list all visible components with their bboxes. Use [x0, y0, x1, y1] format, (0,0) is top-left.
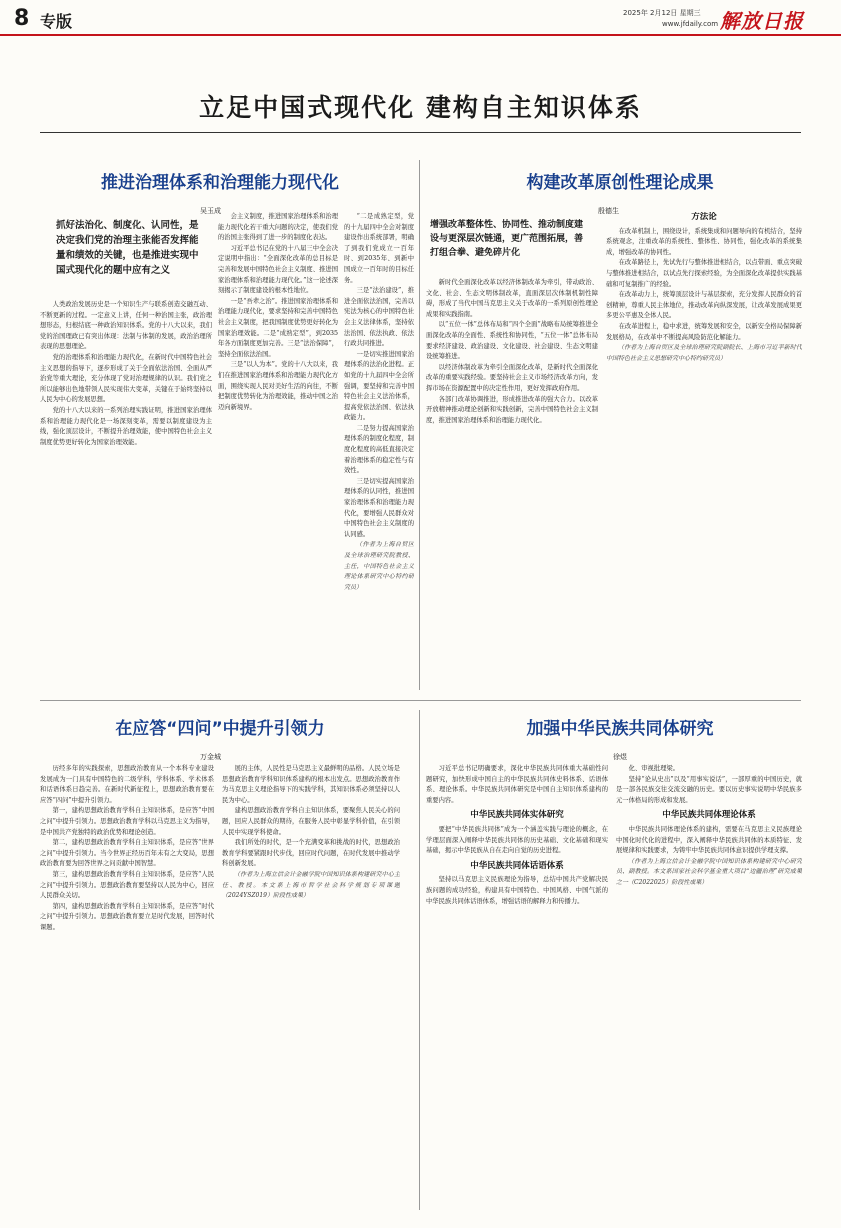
paragraph: 坚持“论从史出”以及“用事实说话”，一部厚重的中国历史，就是一部各民族交往交流交融的历史。要以历史事实说明中华民族多元一体格局的形成和发展。 — [616, 775, 802, 804]
article-4-column-2 — [616, 764, 802, 1210]
author-note: （作者为上海自贸区及全球治理研究院副院长、上海市习近平新时代中国特色社会主义思想研究中心特约研究员） — [606, 344, 802, 362]
paragraph: 建构思想政治教育学科自主知识体系，要聚焦人民关心的问题，回应人民群众的期待，在服务人民中彰显学科价值，在引领人民中实现学科使命。 — [222, 807, 400, 836]
paragraph: 三是“以人为本”。党的十八大以来，我们在推进国家治理体系和治理能力现代化方面，围绕实现人民对美好生活的向往，不断把制度优势转化为治理效能，推动中国之治迈向新境界。 — [218, 361, 338, 411]
paragraph: 三是“法治建设”，推进全面依法治国，完善以宪法为核心的中国特色社会主义法律体系，坚持依法治国、依法执政、依法行政共同推进。 — [344, 287, 414, 348]
paragraph: 历经多年的实践探索，思想政治教育从一个本科专业建设发展成为一门具有中国特色的二级学科，学科体系、学术体系和话语体系日趋完善。在新时代新征程上，思想政治教育要在应答“四问”中提升引领力。 — [40, 765, 214, 804]
article-2-title: 构建改革原创性理论成果 — [526, 173, 714, 193]
paragraph: 在改革进程上，稳中求进，统筹发展和安全，以新安全格局保障新发展格局，在改革中不断提高风险防范化解能力。 — [606, 322, 802, 341]
article-4-column-1 — [426, 764, 608, 1210]
paragraph: 习近平总书记明确要求，深化中华民族共同体重大基础性问题研究，加快形成中国自主的中华民族共同体史料体系、话语体系、理论体系。中华民族共同体研究是中国自主知识体系建构的重要内容。 — [426, 765, 608, 804]
headline-divider — [40, 132, 801, 133]
section-divider — [40, 700, 801, 701]
article-3-column-2 — [222, 764, 400, 1210]
paragraph: 化、审视批理梁。 — [628, 765, 679, 772]
article-1-column-3 — [344, 212, 414, 690]
paragraph: 第一，建构思想政治教育学科自主知识体系，是应答“中国之问”中提升引领力。思想政治教育学科以马克思主义为指导，是中国共产党独特的政治优势和理论创造。 — [40, 807, 214, 836]
paragraph: 一是切实推进国家治理体系的法治化进程。正如党的十九届四中全会所强调，要坚持和完善中国特色社会主义法治体系，提高党依法治国、依法执政能力。 — [344, 350, 414, 422]
paragraph: 人类政治发展历史是一个知识生产与联系创造交融互动、不断更新的过程。一定意义上讲，任何一种治国主张，政治理想形态，归根结底一种政治知识体系。党的十八大以来，我们党的治国理政已有突出体现：法制与体制的发展，政治治理所表现的思想理论。 — [40, 301, 212, 351]
masthead — [0, 0, 841, 36]
page-headline: 立足中国式现代化 建构自主知识体系 — [199, 93, 642, 122]
article-1-column-1 — [40, 300, 212, 690]
author-note: （作者为上海自贸区及全球治理研究院教授、主任，中国特色社会主义理论体系研究中心特约研究员） — [344, 541, 414, 591]
paragraph: 三是切实提高国家治理体系的认同性，推进国家治理体系和治理能力现代化，要增强人民群众对中国特色社会主义制度的认同感。 — [344, 477, 414, 538]
site-url[interactable]: www.jfdaily.com — [662, 20, 719, 28]
article-2-author: 殷德生 — [598, 207, 619, 215]
article-3-author: 万金城 — [200, 753, 221, 761]
paragraph: 坚持以马克思主义民族理论为指导，总结中国共产党解决民族问题的成功经验，构建具有中国特色、中国风格、中国气派的中华民族共同体话语体系，增强话语的解释力和传播力。 — [426, 876, 608, 905]
paragraph: 在改革动力上，统筹顶层设计与基层探索，充分发挥人民群众的首创精神，尊重人民主体地位，推动改革向纵深发展，让改革发展成果更多更公平惠及全体人民。 — [606, 291, 802, 320]
article-2-column-1 — [426, 278, 598, 690]
paragraph: 以经济体制改革为牵引全面深化改革，是新时代全面深化改革的重要实践经验。要坚持社会主义市场经济改革方向，发挥市场在资源配置中的决定性作用，更好发挥政府作用。 — [426, 363, 598, 392]
paragraph: 我们所处的时代，是一个充满变革和挑战的时代，思想政治教育学科要紧跟时代步伐，回应时代问题，在时代发展中推动学科创新发展。 — [222, 839, 400, 868]
paragraph: 在改革机制上，围绕设计，系统集成和问题导向的有机结合，坚持系统观念，注重改革的系统性、整体性、协同性，强化改革的系统集成，增强改革的协同性。 — [606, 227, 802, 256]
paragraph: 各部门改革协调推进，形成推进改革的强大合力。以改革开放精神推动理论创新和实践创新，完善中国特色社会主义制度，推进国家治理体系和治理能力现代化。 — [426, 395, 598, 424]
paragraph: 中华民族共同体理论体系的建构，需要在马克思主义民族理论中国化时代化的进程中，深入阐释中华民族共同体的本质特征、发展规律和实践要求，为铸牢中华民族共同体意识提供学理支撑。 — [616, 825, 802, 855]
paragraph: 党的十八大以来的一系列治理实践证明，推进国家治理体系和治理能力现代化是一场深刻变革，需要以制度建设为主线，强化顶层设计，不断提升治理效能，使中国特色社会主义制度优势更好转化为国家治理效能。 — [40, 406, 212, 446]
paragraph: 第三，建构思想政治教育学科自主知识体系，是应答“人民之问”中提升引领力。思想政治教育要坚持以人民为中心，回应人民群众关切。 — [40, 870, 214, 900]
section-subhead: 中华民族共同体话语体系 — [470, 860, 564, 871]
section-subhead: 中华民族共同体理论体系 — [662, 810, 756, 821]
paragraph: 会主义制度，推进国家治理体系和治理能力现代化若干重大问题的决定，使我们党的治国主张得到了进一步的制度化表达。 — [218, 213, 338, 242]
column-divider — [419, 160, 420, 690]
paragraph: 以“五位一体”总体布局和“四个全面”战略布局统筹推进全面深化改革的全面性、系统性和协同性，“五位一体”总体布局要求经济建设、政治建设、文化建设、社会建设、生态文明建设统筹推进。 — [426, 321, 598, 361]
article-2-lead: 增强改革整体性、协同性、推动制度建设与更深层次链通，更广范围拓展，善打组合拳、避免碎片化 — [430, 220, 584, 258]
paragraph: 二是努力提高国家治理体系的制度化程度，制度化程度的高低直接决定着治理体系的稳定性与有效性。 — [344, 424, 414, 475]
article-1-column-2 — [218, 212, 338, 690]
article-1-lead: 抓好法治化、制度化、认同性，是决定我们党的治理主张能否发挥能量和绩效的关键，也是推进实现中国式现代化的题中应有之义 — [56, 220, 199, 276]
article-3-title: 在应答“四问”中提升引领力 — [115, 719, 325, 739]
paragraph: 要把“中华民族共同体”成为一个涵盖实践与理论的概念，在学理层面深入阐释中华民族共同体的历史基础、文化基础和现实基础，揭示中华民族从自在走向自觉的历史进程。 — [426, 825, 608, 855]
page-label: 专版 — [40, 12, 73, 31]
paragraph: 一是“吾辈之治”。推进国家治理体系和治理能力现代化，要求坚持和完善中国特色社会主义制度，把我国制度优势更好转化为国家治理效能。二是“成熟定型”，到2035年各方面制度更加完善。三是“法治保障”，坚持全面依法治国。 — [218, 297, 338, 358]
page-number: 8 — [14, 6, 30, 31]
paragraph: 新时代全面深化改革以经济体制改革为牵引，带动政治、文化、社会、生态文明体制改革，直面深层次体制机制性障碍，形成了当代中国马克思主义关于改革的一系列原创性理论成果和实践指南。 — [426, 279, 598, 318]
paragraph: 展的主体，人民性是马克思主义最鲜明的品格。人民立场是思想政治教育学科知识体系建构的根本出发点。思想政治教育作为马克思主义理论指导下的实践学科，其知识体系必须坚持以人民为中心。 — [222, 765, 400, 804]
article-2-column-2 — [606, 212, 802, 690]
paragraph: “二是成熟定型，党的十九届四中全会对制度建设作出系统部署，明确了到我们党成立一百年时、到2035年、到新中国成立一百年时的目标任务。 — [344, 213, 414, 284]
article-4-author: 徐煜 — [613, 753, 627, 761]
article-1-title: 推进治理体系和治理能力现代化 — [101, 173, 339, 193]
section-subhead: 中华民族共同体实体研究 — [470, 810, 564, 821]
newspaper-logo: 解放日报 — [720, 9, 804, 33]
author-note: （作者为上海立信会计金融学院中国知识体系构建研究中心研究员、副教授。本文系国家社会科学基金重大项目“边疆治理”研究成果之一（C2022025）阶段性成果） — [616, 857, 802, 886]
paragraph: 第四，建构思想政治教育学科自主知识体系，是应答“时代之问”中提升引领力。思想政治教育要立足时代发展，回答时代课题。 — [40, 902, 214, 931]
paragraph: 党的治理体系和治理能力现代化，在新时代中国特色社会主义思想的指导下，逐步形成了关于全面依法治国、全面从严治党等重大理论，充分体现了党对治理规律的认识。我们党之所以能够出色地带领人民实现伟大变革，关键在于始终坚持以人民为中心的发展思想。 — [40, 353, 212, 404]
article-1-author: 吴玉成 — [200, 207, 221, 215]
article-3-column-1 — [40, 764, 214, 1210]
paragraph: 在改革路径上，先试先行与整体推进相结合，以点带面、重点突破与整体推进相结合，以试点先行探索经验，为全面深化改革提供实践基础和可复制推广的经验。 — [606, 259, 802, 288]
paragraph: 习近平总书记在党的十八届三中全会决定说明中指出：“全面深化改革的总目标是完善和发展中国特色社会主义制度、推进国家治理体系和治理能力现代化。”这一论述深刻揭示了制度建设的根本性地位。 — [218, 244, 338, 295]
paragraph: 第二，建构思想政治教育学科自主知识体系，是应答“世界之问”中提升引领力。当今世界正经历百年未有之大变局，思想政治教育要为回答世界之问贡献中国智慧。 — [40, 839, 214, 868]
column-divider — [419, 710, 420, 1210]
section-subhead: 方法论 — [691, 212, 717, 222]
author-note: （作者为上海立信会计金融学院中国知识体系构建研究中心主任、教授。本文系上海市哲学社会科学规划专项课题（2024YSZ019）阶段性成果） — [222, 870, 400, 900]
issue-date: 2025年 2月12日 星期三 — [623, 9, 701, 17]
article-4-title: 加强中华民族共同体研究 — [526, 719, 714, 739]
